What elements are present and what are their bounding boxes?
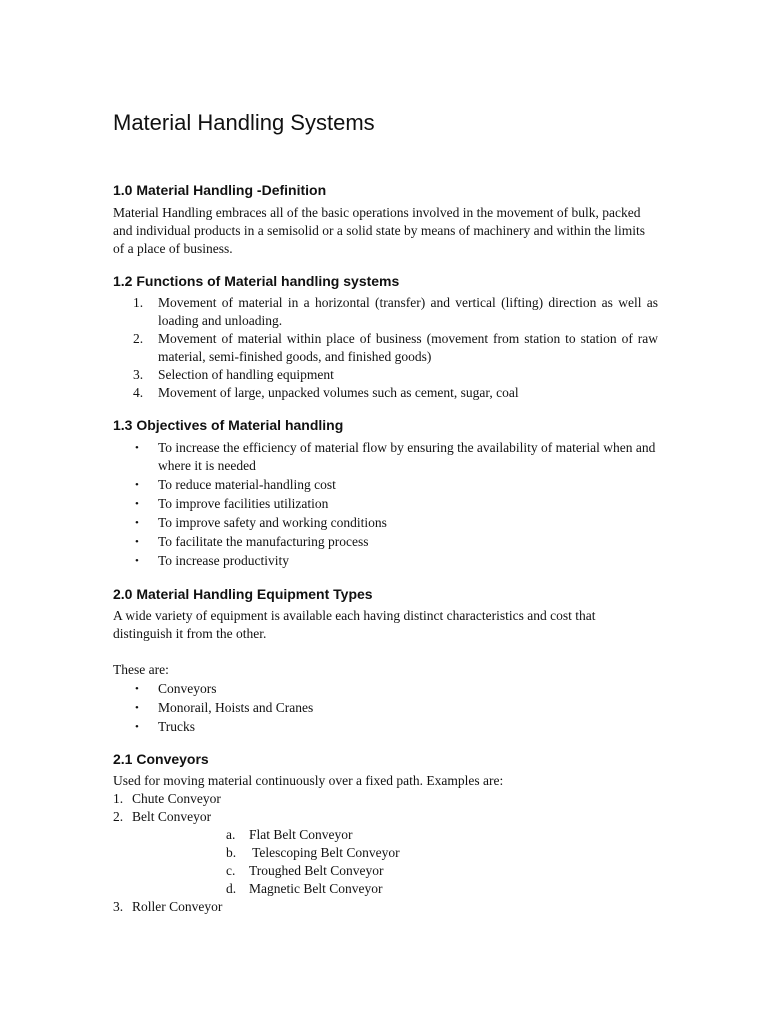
list-item: • To improve facilities utilization — [135, 496, 329, 511]
document-title: Material Handling Systems — [113, 110, 375, 135]
list-item: 2. Belt Conveyor — [113, 809, 212, 824]
sub-list-item: c. Troughed Belt Conveyor — [226, 863, 384, 878]
list-item: 3. Selection of handling equipment — [133, 367, 334, 382]
list-item: • Monorail, Hoists and Cranes — [135, 700, 314, 715]
list-item: 3. Roller Conveyor — [113, 899, 223, 914]
list-item: • To improve safety and working conditions — [135, 515, 387, 530]
functions-list — [113, 294, 658, 402]
conveyors-paragraph: Used for moving material continuously over a fixed path. Examples are: — [113, 773, 504, 788]
section-heading-conveyors: 2.1 Conveyors — [113, 751, 209, 767]
list-item: 1. Movement of material in a horizontal (transfer) and vertical (lifting) direction as well as loading and unloading. — [133, 295, 658, 328]
sub-list-item: b. Telescoping Belt Conveyor — [226, 845, 400, 860]
list-item: 4. Movement of large, unpacked volumes such as cement, sugar, coal — [133, 385, 519, 400]
sub-list-item: a. Flat Belt Conveyor — [226, 827, 353, 842]
list-item: • To reduce material-handling cost — [135, 477, 336, 492]
these-are-text: These are: — [113, 662, 169, 677]
section-heading-equipment-types: 2.0 Material Handling Equipment Types — [113, 586, 373, 602]
list-item: • To facilitate the manufacturing process — [135, 534, 369, 549]
list-item: 2. Movement of material within place of business (movement from station to station of raw material, semi-finished goods, and finished goods) — [133, 331, 658, 364]
section-heading-objectives: 1.3 Objectives of Material handling — [113, 417, 344, 433]
objectives-list — [113, 439, 658, 570]
equipment-paragraph: A wide variety of equipment is available each having distinct characteristics and cost that distinguish it from the other. — [113, 608, 596, 641]
sub-list-item: d. Magnetic Belt Conveyor — [226, 881, 383, 896]
definition-paragraph: Material Handling embraces all of the basic operations involved in the movement of bulk, packed and individual products in a semisolid or a solid state by means of machinery and within the limits of a place of business. — [113, 205, 646, 256]
list-item: 1. Chute Conveyor — [113, 791, 221, 806]
list-item: • To increase the efficiency of material flow by ensuring the availability of material when and where it is needed — [135, 440, 656, 473]
section-heading-definition: 1.0 Material Handling -Definition — [113, 182, 327, 198]
equipment-list — [113, 680, 658, 736]
list-item: • To increase productivity — [135, 553, 290, 568]
list-item: • Trucks — [135, 719, 196, 734]
list-item: • Conveyors — [135, 681, 217, 696]
section-heading-functions: 1.2 Functions of Material handling systems — [113, 273, 400, 289]
